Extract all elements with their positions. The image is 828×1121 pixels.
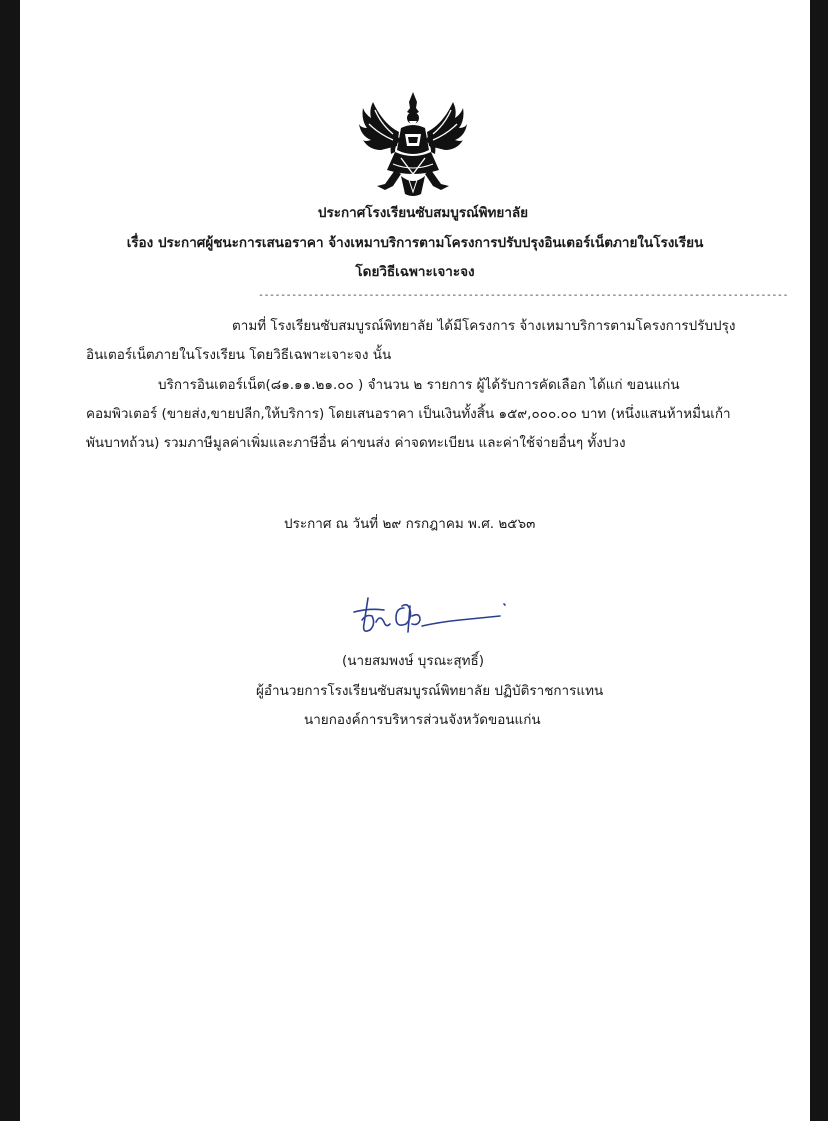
signer-position-secondary: นายกองค์การบริหารส่วนจังหวัดขอนแก่น xyxy=(304,712,541,728)
signer-name: (นายสมพงษ์ บุรณะสุทธิ์) xyxy=(342,653,485,669)
body-line-1: ตามที่ โรงเรียนซับสมบูรณ์พิทยาลัย ได้มีโครงการ จ้างเหมาบริการตามโครงการปรับปรุง xyxy=(232,318,736,334)
announcement-title: ประกาศโรงเรียนซับสมบูรณ์พิทยาลัย xyxy=(317,205,529,221)
document-page xyxy=(20,0,810,1121)
body-line-3: บริการอินเตอร์เน็ต(๘๑.๑๑.๒๑.๐๐ ) จำนวน ๒ รายการ ผู้ได้รับการคัดเลือก ได้แก่ ขอนแก่น xyxy=(158,377,680,393)
announce-date: ประกาศ ณ วันที่ ๒๙ กรกฎาคม พ.ศ. ๒๕๖๓ xyxy=(284,516,536,532)
body-line-4: คอมพิวเตอร์ (ขายส่ง,ขายปลีก,ให้บริการ) โดยเสนอราคา เป็นเงินทั้งสิ้น ๑๕๙,๐๐๐.๐๐ บาท (หนึ่งแสนห้าหมื่นเก้า xyxy=(86,406,731,422)
handwritten-signature xyxy=(350,594,510,640)
divider-rule: ------------------------------------------------------------------------------------------------ xyxy=(258,290,788,301)
body-line-5: พันบาทถ้วน) รวมภาษีมูลค่าเพิ่มและภาษีอื่น ค่าขนส่ง ค่าจดทะเบียน และค่าใช้จ่ายอื่นๆ ทั้งปวง xyxy=(86,435,626,451)
garuda-emblem-icon xyxy=(355,88,471,200)
signer-position: ผู้อำนวยการโรงเรียนซับสมบูรณ์พิทยาลัย ปฏิบัติราชการแทน xyxy=(256,683,604,699)
announcement-method: โดยวิธีเฉพาะเจาะจง xyxy=(355,264,475,280)
announcement-subject: เรื่อง ประกาศผู้ชนะการเสนอราคา จ้างเหมาบริการตามโครงการปรับปรุงอินเตอร์เน็ตภายในโรงเรียน xyxy=(126,235,704,251)
body-line-2: อินเตอร์เน็ตภายในโรงเรียน โดยวิธีเฉพาะเจาะจง นั้น xyxy=(86,347,392,363)
